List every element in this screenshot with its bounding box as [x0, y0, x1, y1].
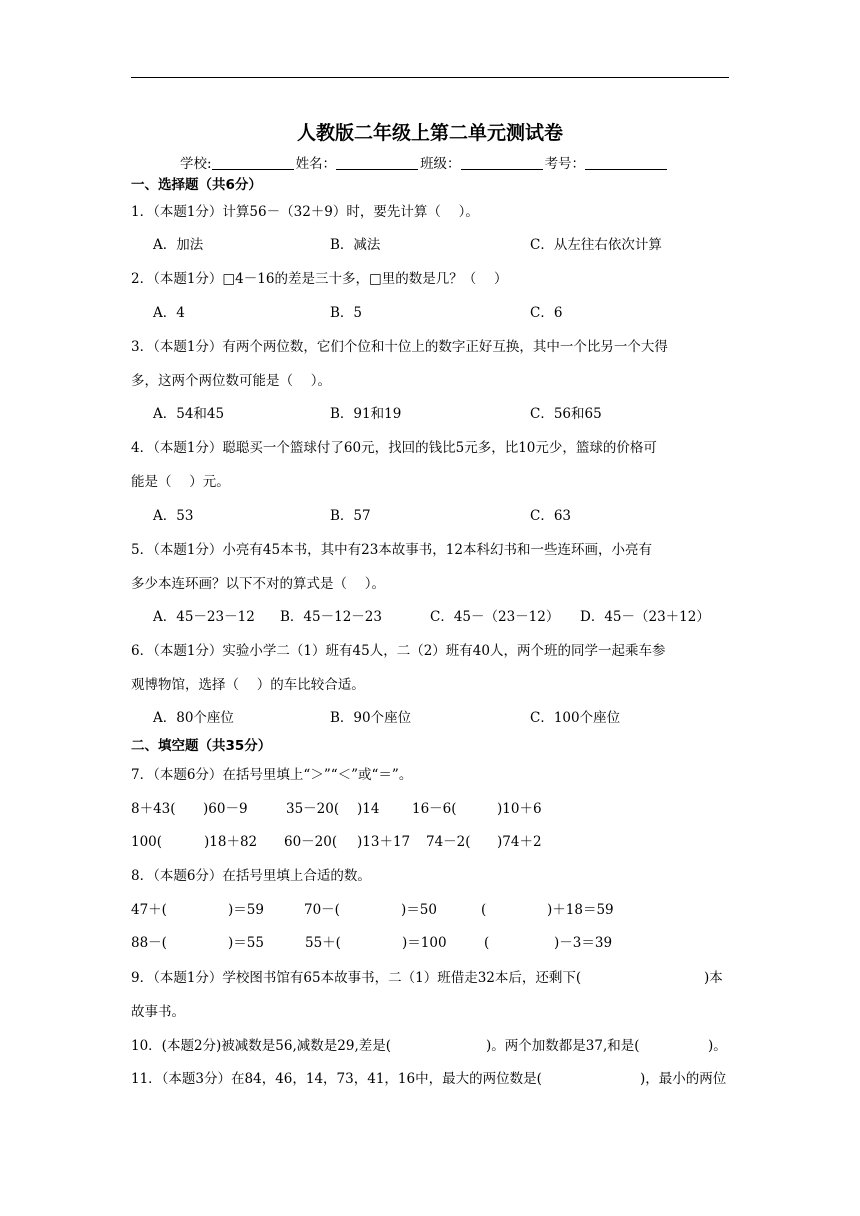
q7-r1-b: )60－9: [203, 801, 248, 817]
q9-text-b: )本: [704, 970, 723, 986]
q8-r1-b: )＝59: [228, 902, 264, 918]
question-10-stem: [131, 1037, 727, 1055]
q7-r2-f: )74＋2: [497, 834, 542, 850]
school-label: 学校:: [180, 156, 212, 172]
q8-r2-a: 88－(: [131, 935, 167, 951]
q7-r1-e: 16－6(: [412, 801, 457, 817]
question-4-stem-line2: 能是（ ）元。: [131, 474, 230, 490]
question-2-stem: 2．（本题1分）□4－16的差是三十多，□里的数是几？（ ）: [131, 271, 508, 287]
q8-row-1: [131, 901, 614, 919]
name-label: 姓名：: [295, 156, 337, 172]
section-heading-choice: 一、选择题（共6分）: [131, 177, 262, 193]
question-11-stem: [131, 1070, 726, 1088]
q3-option-b[interactable]: B．91和19: [330, 406, 402, 422]
q7-r1-d: )14: [357, 801, 380, 817]
question-9-stem-line1: [131, 969, 723, 987]
q8-r1-c: 70－(: [304, 902, 340, 918]
q7-r1-a: 8＋43(: [131, 801, 176, 817]
q2-option-b[interactable]: B．5: [330, 305, 363, 321]
q11-text-a: 11．（本题3分）在84，46，14，73，41，16中，最大的两位数是(: [131, 1071, 542, 1087]
q4-option-a[interactable]: A．53: [153, 508, 194, 524]
q1-option-a[interactable]: A．加法: [153, 237, 204, 253]
question-9-stem-line2: 故事书。: [131, 1004, 185, 1020]
q11-text-b: )，最小的两位: [640, 1071, 727, 1087]
q4-option-b[interactable]: B．57: [330, 508, 371, 524]
name-blank[interactable]: [336, 155, 418, 170]
q7-r1-c: 35－20(: [286, 801, 340, 817]
student-info-line: [180, 152, 669, 172]
q5-option-d[interactable]: D．45－（23＋12）: [580, 609, 710, 625]
q1-option-b[interactable]: B．减法: [330, 237, 381, 253]
q8-r2-e: (: [484, 935, 490, 951]
q7-row-1: [131, 800, 542, 818]
q1-option-c[interactable]: C．从左往右依次计算: [530, 237, 662, 253]
class-label: 班级：: [420, 156, 461, 172]
q7-r1-f: )10＋6: [497, 801, 542, 817]
q8-r2-c: 55＋(: [305, 935, 341, 951]
question-1-stem: 1．（本题1分）计算56－（32＋9）时，要先计算（ ）。: [131, 204, 479, 220]
exam-no-blank[interactable]: [585, 155, 667, 170]
q5-option-c[interactable]: C．45－（23－12）: [430, 609, 560, 625]
section-heading-fill: 二、填空题（共35分）: [131, 738, 272, 754]
q8-r2-f: )－3＝39: [554, 935, 613, 951]
q7-r2-c: 60－20(: [284, 834, 338, 850]
school-blank[interactable]: [212, 155, 294, 170]
exam-no-label: 考号：: [544, 156, 586, 172]
q8-r1-d: )＝50: [401, 902, 437, 918]
q8-r1-f: )＋18＝59: [547, 902, 614, 918]
q7-r2-a: 100(: [131, 834, 163, 850]
question-3-stem-line1: 3．（本题1分）有两个两位数，它们个位和十位上的数字正好互换，其中一个比另一个大得: [131, 339, 668, 355]
header-rule: [131, 77, 729, 78]
q4-option-c[interactable]: C．63: [530, 508, 572, 524]
q8-r1-e: (: [481, 902, 487, 918]
q8-r2-d: )＝100: [402, 935, 447, 951]
q2-option-a[interactable]: A．4: [153, 305, 185, 321]
q7-row-2: [131, 833, 542, 851]
q8-r2-b: )＝55: [228, 935, 264, 951]
q6-option-b[interactable]: B．90个座位: [330, 710, 412, 726]
question-8-stem: 8．（本题6分）在括号里填上合适的数。: [131, 868, 371, 884]
q9-text-a: 9．（本题1分）学校图书馆有65本故事书，二（1）班借走32本后，还剩下(: [131, 970, 582, 986]
question-5-stem-line2: 多少本连环画？以下不对的算式是（ ）。: [131, 576, 386, 592]
q3-option-a[interactable]: A．54和45: [153, 406, 225, 422]
q10-text-c: )。: [708, 1038, 727, 1054]
q7-r2-b: )18＋82: [204, 834, 258, 850]
question-6-stem-line1: 6．（本题1分）实验小学二（1）班有45人，二（2）班有40人，两个班的同学一起乘车参: [131, 643, 666, 659]
q7-r2-d: )13＋17: [357, 834, 411, 850]
q5-option-a[interactable]: A．45－23－12: [153, 609, 255, 625]
q7-r2-e: 74－2(: [426, 834, 471, 850]
question-4-stem-line1: 4．（本题1分）聪聪买一个篮球付了60元，找回的钱比5元多，比10元少，篮球的价格可: [131, 440, 657, 456]
q5-option-b[interactable]: B．45－12－23: [280, 609, 382, 625]
q6-option-c[interactable]: C．100个座位: [530, 710, 621, 726]
q2-option-c[interactable]: C．6: [530, 305, 563, 321]
question-5-stem-line1: 5．（本题1分）小亮有45本书，其中有23本故事书，12本科幻书和一些连环画，小亮有: [131, 542, 652, 558]
q10-text-a: 10．(本题2分)被减数是56,减数是29,差是(: [131, 1038, 392, 1054]
question-7-stem: 7．（本题6分）在括号里填上“＞”“＜”或“＝”。: [131, 767, 413, 783]
question-6-stem-line2: 观博物馆，选择（ ）的车比较合适。: [131, 677, 365, 693]
q6-option-a[interactable]: A．80个座位: [153, 710, 234, 726]
question-3-stem-line2: 多，这两个两位数可能是（ ）。: [131, 373, 332, 389]
class-blank[interactable]: [461, 155, 543, 170]
q8-r1-a: 47＋(: [131, 902, 167, 918]
q8-row-2: [131, 934, 612, 952]
q10-text-b: )。两个加数都是37,和是(: [486, 1038, 640, 1054]
page-title: 人教版二年级上第二单元测试卷: [296, 122, 563, 144]
q3-option-c[interactable]: C．56和65: [530, 406, 602, 422]
